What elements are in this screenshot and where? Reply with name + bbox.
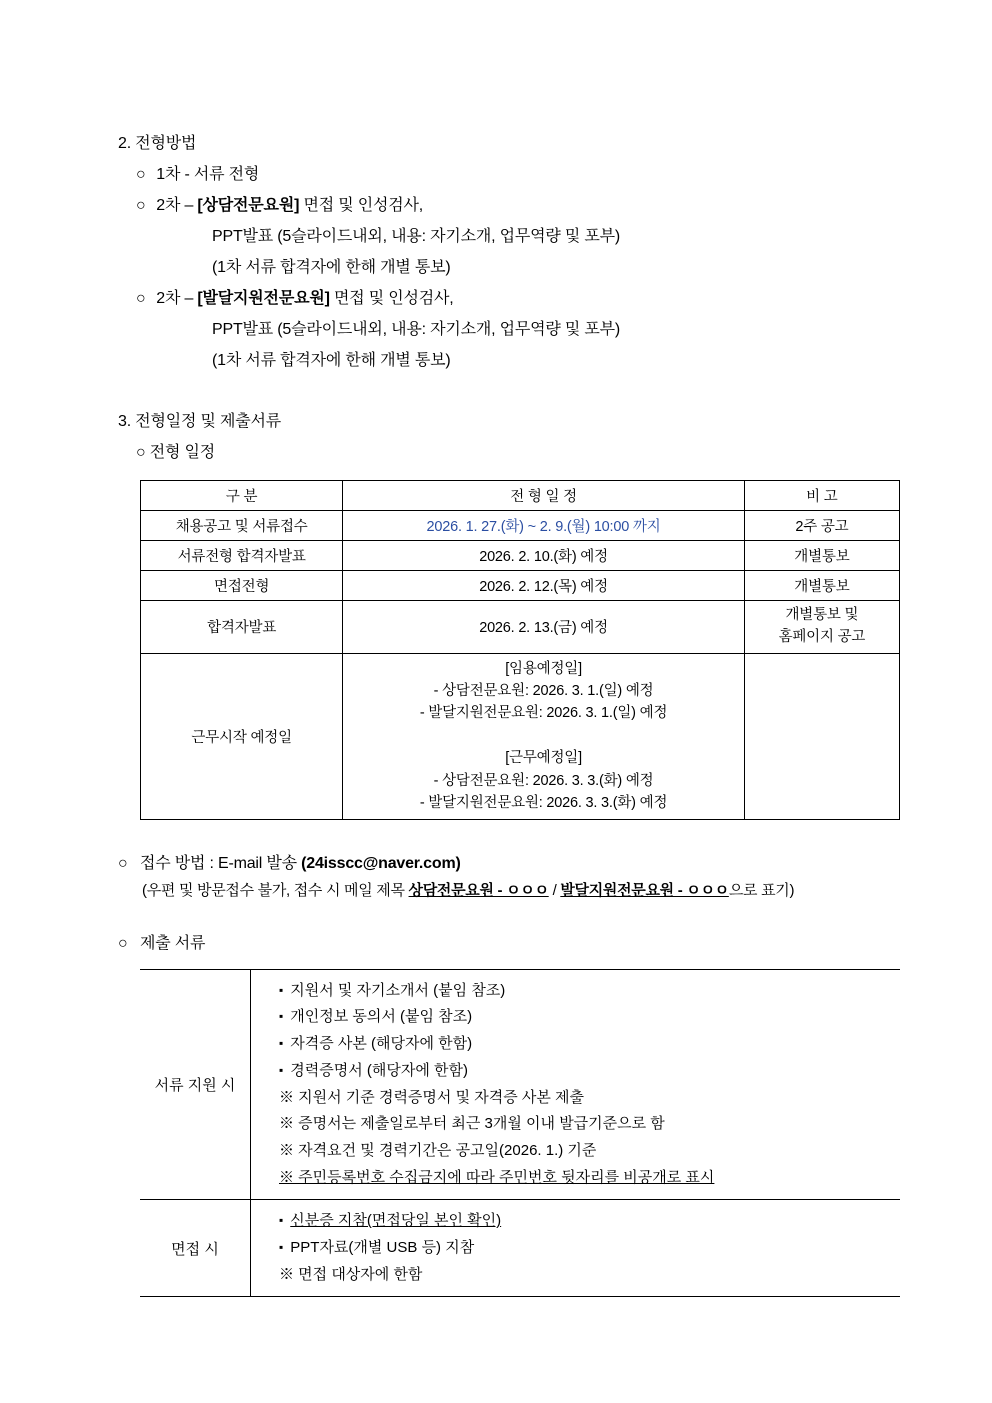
row-4-schedule: 2026. 2. 13.(금) 예정 xyxy=(343,601,744,654)
row-5-line-1: [임용예정일] xyxy=(505,660,582,677)
section-2-item-2 xyxy=(136,192,900,215)
list-item xyxy=(265,1208,900,1235)
documents-row-1-label: 서류 지원 시 xyxy=(140,969,251,1200)
document-content xyxy=(100,130,900,1297)
documents-row-2-label: 면접 시 xyxy=(140,1200,251,1297)
table-header-row xyxy=(141,481,900,511)
reception-note xyxy=(142,879,900,900)
table-row xyxy=(140,969,900,1200)
circle-marker-icon: ○ xyxy=(136,290,146,307)
list-item-underlined: ※ 주민등록번호 수집금지에 따라 주민번호 뒷자리를 비공개로 표시 xyxy=(279,1168,715,1186)
table-row xyxy=(141,541,900,571)
section-2-item-1 xyxy=(136,161,900,184)
row-2-division: 서류전형 합격자발표 xyxy=(141,541,343,571)
section-2-item-3-prefix: 2차 – xyxy=(156,290,198,307)
table-row xyxy=(141,653,900,819)
circle-marker-icon: ○ xyxy=(136,166,146,183)
row-5-line-7: - 발달지원전문요원: 2026. 3. 3.(화) 예정 xyxy=(419,795,668,812)
section-2-item-3-role: [발달지원전문요원] xyxy=(197,290,330,307)
table-row xyxy=(141,571,900,601)
row-5-schedule xyxy=(343,653,744,819)
row-5-note xyxy=(744,653,899,819)
list-item: ※ 자격요건 및 경력기간은 공고일(2026. 1.) 기준 xyxy=(279,1141,597,1159)
row-4-note-line-1: 개별통보 및 xyxy=(785,607,859,623)
row-4-note-line-2: 홈페이지 공고 xyxy=(778,628,866,645)
section-2-item-2-suffix: 면접 및 인성검사, xyxy=(299,197,423,214)
table-row xyxy=(141,511,900,541)
section-2-item-2-sub-1: PPT발표 (5슬라이드내외, 내용: 자기소개, 업무역량 및 포부) xyxy=(212,228,621,245)
list-item: ▪ 개인정보 동의서 (붙임 참조) xyxy=(265,1004,900,1031)
reception-label: 접수 방법 : E-mail 발송 xyxy=(140,854,302,872)
section-2-item-2-sub-2: (1차 서류 합격자에 한해 개별 통보) xyxy=(212,259,451,276)
circle-marker-icon: ○ xyxy=(118,854,128,872)
row-5-line-3: - 발달지원전문요원: 2026. 3. 1.(일) 예정 xyxy=(419,705,668,722)
list-item xyxy=(265,1165,900,1192)
header-schedule: 전 형 일 정 xyxy=(343,481,744,511)
row-1-division: 채용공고 및 서류접수 xyxy=(141,511,343,541)
section-2-item-3-sub-1: PPT발표 (5슬라이드내외, 내용: 자기소개, 업무역량 및 포부) xyxy=(212,321,621,338)
documents-row-2-items xyxy=(251,1200,901,1297)
circle-marker-icon: ○ xyxy=(118,934,128,952)
reception-note-role-1: 상담전문요원 - ㅇㅇㅇ xyxy=(408,881,549,899)
circle-marker-icon: ○ xyxy=(136,197,146,214)
row-2-note: 개별통보 xyxy=(744,541,899,571)
row-5-line-2: - 상담전문요원: 2026. 3. 1.(일) 예정 xyxy=(433,682,654,699)
list-item: ▪ 경력증명서 (해당자에 한함) xyxy=(265,1058,900,1085)
reception-note-prefix: (우편 및 방문접수 불가, 접수 시 메일 제목 xyxy=(142,881,409,899)
row-3-division: 면접전형 xyxy=(141,571,343,601)
list-item: ※ 면접 대상자에 한함 xyxy=(279,1265,423,1283)
table-row xyxy=(141,601,900,654)
reception-note-suffix: 으로 표기) xyxy=(728,881,795,899)
section-3-subtitle: ○ 전형 일정 xyxy=(136,444,215,461)
row-2-schedule: 2026. 2. 10.(화) 예정 xyxy=(343,541,744,571)
table-row xyxy=(140,1200,900,1297)
section-3-title: 3. 전형일정 및 제출서류 xyxy=(118,413,281,430)
list-item: ※ 증명서는 제출일로부터 최근 3개월 이내 발급기준으로 함 xyxy=(279,1115,665,1133)
row-5-line-5: [근무예정일] xyxy=(505,750,582,767)
reception-method-line xyxy=(118,850,900,873)
list-item: ※ 지원서 기준 경력증명서 및 자격증 사본 제출 xyxy=(279,1088,584,1106)
section-2-item-2-prefix: 2차 – xyxy=(156,197,198,214)
section-2-item-3-sub-2: (1차 서류 합격자에 한해 개별 통보) xyxy=(212,352,451,369)
list-item: ▪ 지원서 및 자기소개서 (붙임 참조) xyxy=(265,978,900,1005)
documents-table xyxy=(140,969,900,1298)
row-1-note: 2주 공고 xyxy=(744,511,899,541)
header-division: 구 분 xyxy=(141,481,343,511)
list-item: ▪ 자격증 사본 (해당자에 한함) xyxy=(265,1031,900,1058)
documents-row-1-items xyxy=(251,969,901,1200)
row-4-division: 합격자발표 xyxy=(141,601,343,654)
row-5-line-4 xyxy=(349,725,737,747)
row-4-note xyxy=(744,601,899,654)
row-5-line-6: - 상담전문요원: 2026. 3. 3.(화) 예정 xyxy=(433,772,654,789)
section-2-item-1-text: 1차 - 서류 전형 xyxy=(156,166,260,183)
row-5-division: 근무시작 예정일 xyxy=(141,653,343,819)
reception-email[interactable]: (24isscc@naver.com) xyxy=(301,854,461,872)
row-3-schedule: 2026. 2. 12.(목) 예정 xyxy=(343,571,744,601)
schedule-table xyxy=(140,480,900,820)
documents-title-line xyxy=(118,930,900,953)
section-2-item-2-role: [상담전문요원] xyxy=(197,197,300,214)
documents-title: 제출 서류 xyxy=(140,934,206,952)
section-2-item-3 xyxy=(136,285,900,308)
section-2-item-3-suffix: 면접 및 인성검사, xyxy=(329,290,454,307)
row-1-schedule: 2026. 1. 27.(화) ~ 2. 9.(월) 10:00 까지 xyxy=(343,511,744,541)
reception-note-separator: / xyxy=(548,881,561,899)
section-2-title: 2. 전형방법 xyxy=(118,135,197,152)
row-3-note: 개별통보 xyxy=(744,571,899,601)
list-item: ▪ PPT자료(개별 USB 등) 지참 xyxy=(265,1235,900,1262)
header-note: 비 고 xyxy=(744,481,899,511)
reception-note-role-2: 발달지원전문요원 - ㅇㅇㅇ xyxy=(560,881,729,899)
list-item-underlined: 신분증 지참(면접당일 본인 확인) xyxy=(290,1212,502,1230)
